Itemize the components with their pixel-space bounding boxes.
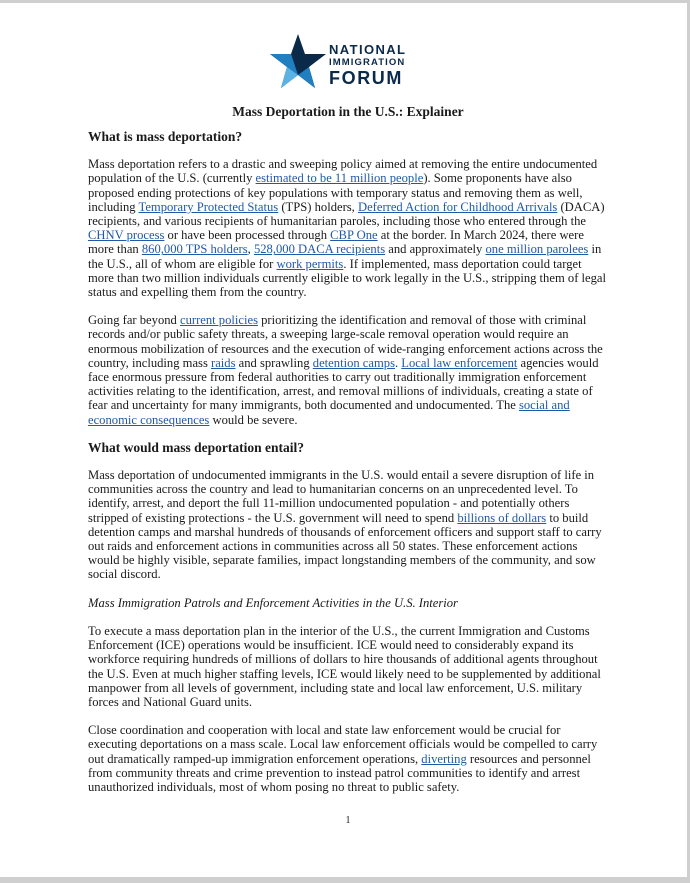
heading-what-is-mass-deportation: What is mass deportation?	[88, 129, 243, 144]
paragraph-1	[88, 157, 608, 299]
text: agencies would face enormous pressure from federal authorities to carry out traditionally immigration enforcement activities relating to the identification, arrest, and removal millions of individuals, creating a state of fear and uncertainty for many immigrants, both documented and undocumented. The	[88, 355, 599, 413]
text: Going far beyond	[88, 313, 180, 328]
text: prioritizing the identification and removal of those with criminal records and/or public safety threats, a sweeping large-scale removal operation would require an enormous mobilization of resources and the execution of wide-ranging enforcement actions across the country, including mass	[88, 313, 603, 370]
subheading-mass-immigration-patrols: Mass Immigration Patrols and Enforcement Activities in the U.S. Interior	[88, 595, 458, 610]
link-temporary-protected-status[interactable]: Temporary Protected Status	[138, 199, 279, 214]
text: at the border. In March 2024, there were more than	[88, 228, 584, 257]
text: . If implemented, mass deportation could target more than two million individuals currently eligible to work legally in the U.S., stripping them of legal status and expelling them from the country.	[88, 256, 607, 300]
text: or have been processed through	[164, 228, 331, 243]
link-local-law-enforcement[interactable]: Local law enforcement	[401, 355, 518, 370]
link-daca-recipients[interactable]: 528,000 DACA recipients	[253, 242, 386, 257]
frame-bottom	[0, 877, 690, 883]
text: Close coordination and cooperation with local and state law enforcement would be crucial for executing deportations on a mass scale. Local law enforcement officials would be compelled to carry out dramatically ramped-up immigration enforcement operations,	[88, 723, 598, 766]
link-tps-holders[interactable]: 860,000 TPS holders	[141, 242, 248, 257]
link-detention-camps[interactable]: detention camps	[312, 355, 395, 370]
frame-top	[0, 0, 690, 3]
heading-what-would-mass-deportation-entail: What would mass deportation entail?	[88, 439, 305, 455]
link-billions-of-dollars[interactable]: billions of dollars	[457, 510, 547, 525]
link-diverting[interactable]: diverting	[421, 751, 467, 766]
text: resources and personnel from community threats and crime prevention to instead patrol communities to identify and arrest unauthorized individuals, most of whom posing no threat to public safety.	[88, 751, 591, 794]
paragraph-2	[88, 313, 608, 427]
text: and sprawling	[235, 355, 313, 370]
link-cbp-one[interactable]: CBP One	[330, 228, 378, 243]
text: (DACA) recipients, and various recipients of humanitarian paroles, including those who entered through the	[88, 199, 605, 229]
text: (TPS) holders,	[278, 199, 358, 214]
document-body	[88, 130, 608, 808]
text: ). Some proponents have also proposed ending protections of key populations with temporary status and removing them as well, including	[88, 171, 583, 214]
text: in the U.S., all of whom are eligible for	[88, 242, 602, 271]
logo-line-forum: FORUM	[329, 67, 403, 88]
text: ,	[247, 242, 254, 257]
link-social-economic-consequences[interactable]: social and economic consequences	[88, 398, 570, 427]
paragraph-3	[88, 468, 608, 582]
link-work-permits[interactable]: work permits	[276, 256, 344, 271]
document-title: Mass Deportation in the U.S.: Explainer	[232, 104, 464, 119]
logo-line-immigration: IMMIGRATION	[329, 57, 406, 68]
page-number: 1	[345, 815, 351, 826]
link-one-million-parolees[interactable]: one million parolees	[485, 242, 589, 257]
link-daca[interactable]: Deferred Action for Childhood Arrivals	[357, 199, 558, 214]
logo-line-national: NATIONAL	[329, 42, 407, 57]
text: .	[394, 355, 402, 370]
logo	[268, 32, 438, 92]
text: Mass deportation refers to a drastic and sweeping policy aimed at removing the entire undocumented population of the U.S. (currently	[88, 157, 598, 186]
link-raids[interactable]: raids	[211, 355, 236, 370]
text: would be severe.	[209, 412, 298, 427]
text: Mass deportation of undocumented immigrants in the U.S. would entail a severe disruption of life in communities across the country and lead to humanitarian concerns on an unprecedented level. To identify, arrest, and deport the full 11-million undocumented population - and potentially others stripped of existing protections - the U.S. government will need to spend	[88, 468, 595, 525]
star-logo-icon	[268, 32, 328, 92]
text: and approximately	[385, 242, 486, 257]
link-current-policies[interactable]: current policies	[179, 313, 258, 328]
link-chnv-process[interactable]: CHNV process	[88, 228, 165, 243]
paragraph-5	[88, 723, 608, 794]
link-estimated-11-million[interactable]: estimated to be 11 million people	[255, 171, 424, 186]
paragraph-4: To execute a mass deportation plan in the interior of the U.S., the current Immigration and Customs Enforcement (ICE) operations would be insufficient. ICE would need to considerably expand its workforce requiring hundreds of millions of dollars to hire thousands of additional agents throughout the U.S. Even at much higher staffing levels, ICE would likely need to be supplemented by additional manpower from all levels of government, including state and local law enforcement, U.S. military forces and National Guard units.	[88, 623, 601, 709]
text: to build detention camps and marshal hundreds of thousands of enforcement officers and support staff to carry out raids and enforcement actions in communities across all 50 states. These enforcement actions would be highly visible, separate families, impact longstanding members of the community, and sow social discord.	[88, 510, 602, 582]
